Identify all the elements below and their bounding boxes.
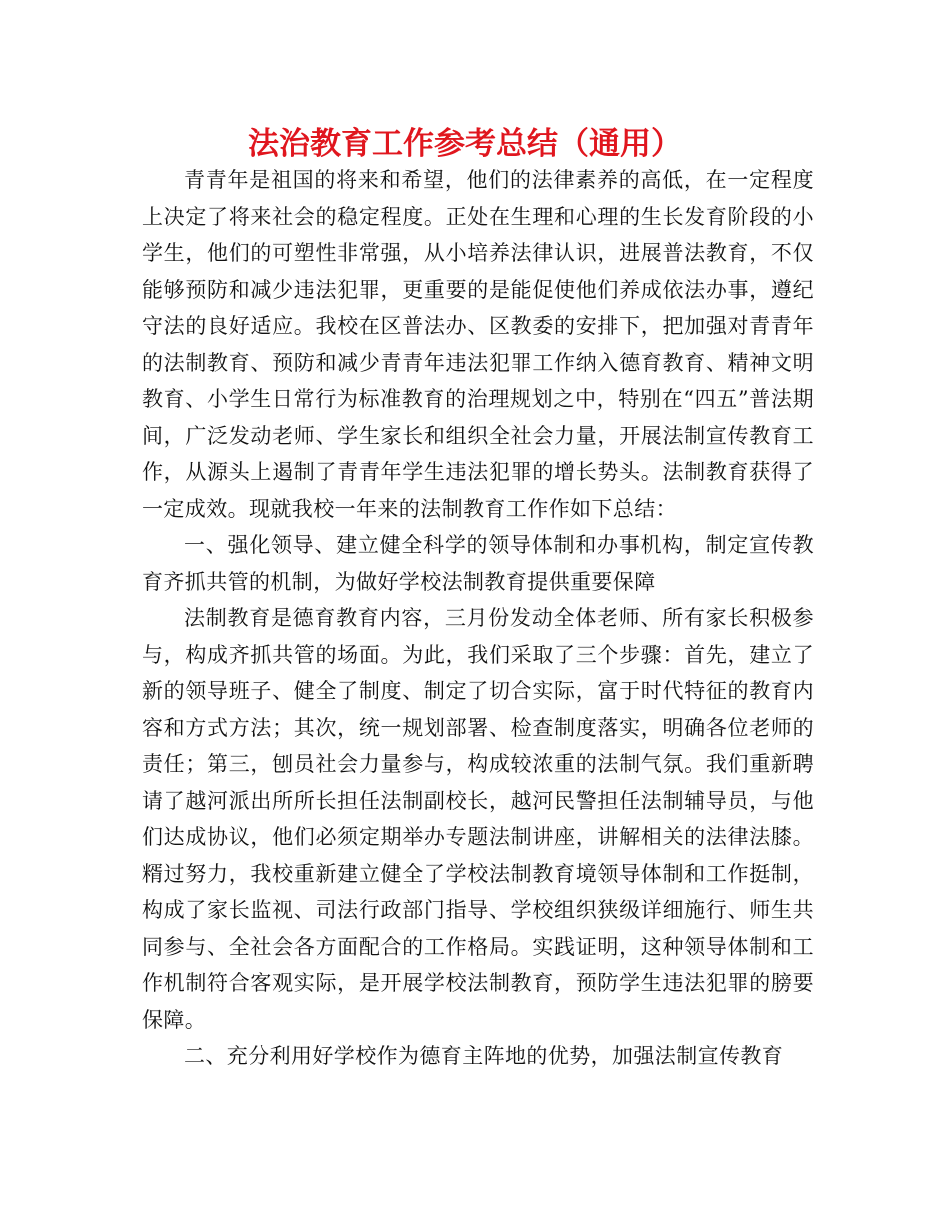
document-body — [142, 162, 814, 1075]
paragraph-section-1-heading: 一、强化领导、建立健全科学的领导体制和办事机构，制定宣传教育齐抓共管的机制，为做好学校法制教育提供重要保障 — [142, 533, 814, 594]
paragraph-section-2-heading: 二、充分利用好学校作为德育主阵地的优势，加强法制宣传教育 — [184, 1044, 784, 1068]
document-title: 法治教育工作参考总结（通用） — [248, 126, 682, 162]
paragraph-section-1-body: 法制教育是德育教育内容，三月份发动全体老师、所有家长积极参与，构成齐抓共管的场面。为此，我们采取了三个步骤：首先，建立了新的领导班子、健全了制度、制定了切合实际，富于时代特征的教育内容和方式方法；其次，统一规划部署、检查制度落实，明确各位老师的责任；第三，刨员社会力量参与，构成较浓重的法制气氛。我们重新聘请了越河派出所所长担任法制副校长，越河民警担任法制辅导员，与他们达成协议，他们必须定期举办专题法制讲座，讲解相关的法律法膝。糈过努力，我校重新建立健全了学校法制教育境领导体制和工作挺制，构成了家长监视、司法行政部门指导、学校组织狭级详细施行、师生共同参与、全社会各方面配合的工作格局。实践证明，这种领导体制和工作机制符合客观实际，是开展学校法制教育，预防学生违法犯罪的膀要保障。 — [142, 606, 814, 1032]
paragraph-intro: 青青年是祖国的将来和希望，他们的法律素养的高低，在一定程度上决定了将来社会的稳定程度。正处在生理和心理的生长发育阶段的小学生，他们的可塑性非常强，从小培养法律认识，进展普法教育，不仅能够预防和减少违法犯罪，更重要的是能促使他们养成依法办事，遵纪守法的良好适应。我校在区普法办、区教委的安排下，把加强对青青年的法制教育、预防和减少青青年违法犯罪工作纳入德育教育、精神文明教育、小学生日常行为标准教育的治理规划之中，特别在“四五”普法期间，广泛发动老师、学生家长和组织全社会力量，开展法制宣传教育工作，从源头上遏制了青青年学生违法犯罪的增长势头。法制教育获得了一定成效。现就我校一年来的法制教育工作作如下总结： — [142, 168, 814, 521]
